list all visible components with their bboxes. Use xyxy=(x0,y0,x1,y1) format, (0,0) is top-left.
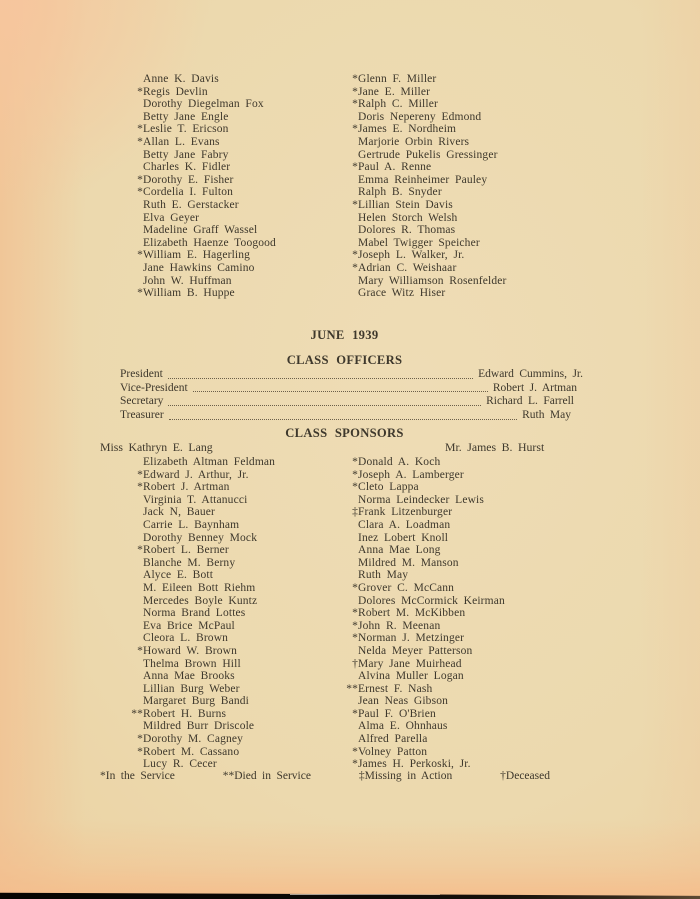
service-marker xyxy=(341,519,358,532)
person-name: Dolores McCormick Keirman xyxy=(358,594,505,607)
service-marker xyxy=(126,670,143,683)
person-name: Howard W. Brown xyxy=(143,644,238,657)
person-name: Madeline Graff Wassel xyxy=(143,224,258,237)
service-marker: * xyxy=(137,85,143,98)
roster-row xyxy=(126,98,276,111)
person-name: Elizabeth Altman Feldman xyxy=(143,456,276,468)
service-marker: * xyxy=(137,544,143,557)
person-name: Allan L. Evans xyxy=(143,135,220,148)
roster-row xyxy=(126,544,275,557)
service-marker xyxy=(341,557,358,570)
person-name: Dolores R. Thomas xyxy=(358,224,456,237)
roster-row xyxy=(126,708,275,721)
person-name: Dorothy M. Cagney xyxy=(143,733,244,746)
dotted-leader xyxy=(168,378,473,379)
roster-row xyxy=(341,123,506,136)
legend-item: ‡Missing in Action xyxy=(358,770,453,782)
service-marker xyxy=(126,658,143,671)
roster-row xyxy=(126,481,275,494)
service-marker xyxy=(126,262,143,275)
officer-name: Ruth May xyxy=(522,409,571,422)
roster-row xyxy=(126,733,275,746)
service-marker: * xyxy=(137,123,143,136)
roster-row xyxy=(341,519,505,532)
service-marker: * xyxy=(137,733,143,746)
roster-row xyxy=(341,506,505,519)
service-marker xyxy=(341,544,358,557)
service-marker xyxy=(341,569,358,582)
service-marker xyxy=(341,595,358,608)
roster-row xyxy=(341,582,505,595)
person-name: Carrie L. Baynham xyxy=(143,518,240,531)
person-name: Frank Litzenburger xyxy=(358,506,453,519)
person-name: Paul A. Renne xyxy=(358,161,432,174)
person-name: Regis Devlin xyxy=(143,85,208,98)
roster-row xyxy=(341,557,505,570)
roster-row xyxy=(341,746,505,759)
person-name: William B. Huppe xyxy=(143,287,235,300)
class-sponsors-names xyxy=(0,440,700,455)
roster-row xyxy=(341,287,506,300)
person-name: Lillian Burg Weber xyxy=(143,682,240,695)
person-name: Cleora L. Brown xyxy=(143,632,229,645)
service-marker xyxy=(126,683,143,696)
roster-row xyxy=(126,670,275,683)
roster-row xyxy=(341,262,506,275)
roster-row xyxy=(126,607,275,620)
service-marker xyxy=(126,506,143,519)
person-name: Joseph L. Walker, Jr. xyxy=(358,249,465,262)
legend-item: *In the Service xyxy=(100,770,175,782)
roster-row xyxy=(341,275,506,288)
person-name: Dorothy Diegelman Fox xyxy=(143,98,264,111)
person-name: John W. Huffman xyxy=(143,274,232,287)
roster-row xyxy=(341,212,506,225)
roster-row xyxy=(341,595,505,608)
person-name: Adrian C. Weishaar xyxy=(358,261,457,274)
roster-row xyxy=(126,695,275,708)
person-name: Cleto Lappa xyxy=(358,481,419,494)
scanner-edge-strip xyxy=(0,892,700,899)
person-name: Norman J. Metzinger xyxy=(358,632,465,645)
service-marker xyxy=(341,186,358,199)
roster-row xyxy=(341,695,505,708)
person-name: Ruth E. Gerstacker xyxy=(143,198,239,211)
roster-row xyxy=(341,720,505,733)
service-marker xyxy=(126,111,143,124)
person-name: Thelma Brown Hill xyxy=(143,657,241,670)
roster-row xyxy=(341,136,506,149)
sponsor-name-right: Mr. James B. Hurst xyxy=(445,440,545,454)
service-marker xyxy=(126,595,143,608)
roster-row xyxy=(126,532,275,545)
roster-row xyxy=(126,758,275,771)
person-name: Paul F. O'Brien xyxy=(358,707,436,720)
roster-row xyxy=(126,746,275,759)
person-name: Clara A. Loadman xyxy=(358,518,451,531)
service-marker xyxy=(126,569,143,582)
roster-row xyxy=(126,275,276,288)
officer-row xyxy=(120,395,583,409)
dotted-leader xyxy=(169,419,517,420)
roster-row xyxy=(126,249,276,262)
person-name: Emma Reinheimer Pauley xyxy=(358,173,488,186)
class-sponsors-heading: CLASS SPONSORS xyxy=(285,426,404,440)
service-marker: * xyxy=(352,632,358,645)
person-name: Inez Lobert Knoll xyxy=(358,531,449,544)
legend-item: **Died in Service xyxy=(222,770,311,782)
officer-title: Secretary xyxy=(120,395,164,408)
person-name: Grace Witz Hiser xyxy=(358,287,446,300)
person-name: Elva Geyer xyxy=(143,211,200,224)
person-name: Mildred Burr Driscole xyxy=(143,720,255,733)
roster-row xyxy=(126,174,276,187)
service-marker xyxy=(341,149,358,162)
service-marker: * xyxy=(352,758,358,771)
service-marker: * xyxy=(352,619,358,632)
roster-row xyxy=(341,237,506,250)
roster-row xyxy=(341,481,505,494)
roster-row xyxy=(341,658,505,671)
roster-row xyxy=(341,199,506,212)
person-name: Elizabeth Haenze Toogood xyxy=(143,236,276,249)
person-name: Norma Brand Lottes xyxy=(143,607,246,620)
service-marker xyxy=(126,199,143,212)
person-name: Jean Neas Gibson xyxy=(358,695,448,708)
person-name: Dorothy Benney Mock xyxy=(143,531,258,544)
roster-row xyxy=(126,632,275,645)
roster-row xyxy=(341,149,506,162)
roster-row xyxy=(341,111,506,124)
service-marker: ** xyxy=(346,682,358,695)
service-marker xyxy=(341,224,358,237)
roster-row xyxy=(341,186,506,199)
person-name: Ruth May xyxy=(358,569,409,582)
service-marker: * xyxy=(352,161,358,174)
service-marker: * xyxy=(352,745,358,758)
person-name: Grover C. McCann xyxy=(358,581,455,594)
roster-row xyxy=(126,456,275,469)
service-marker xyxy=(126,620,143,633)
service-marker xyxy=(126,73,143,86)
roster-row xyxy=(126,149,276,162)
service-marker: * xyxy=(137,186,143,199)
roster-row xyxy=(341,249,506,262)
service-marker: * xyxy=(352,123,358,136)
service-marker: * xyxy=(352,198,358,211)
service-marker xyxy=(341,733,358,746)
roster-row xyxy=(341,456,505,469)
person-name: Ralph B. Snyder xyxy=(358,186,442,199)
person-name: Jack N, Bauer xyxy=(143,506,215,519)
roster-row xyxy=(341,494,505,507)
person-name: Marjorie Orbin Rivers xyxy=(358,135,470,148)
officer-name: Robert J. Artman xyxy=(492,381,577,394)
person-name: Edward J. Arthur, Jr. xyxy=(143,468,249,481)
dotted-leader xyxy=(168,405,481,406)
officer-name: Edward Cummins, Jr. xyxy=(478,367,583,380)
service-marker xyxy=(126,161,143,174)
person-name: Mildred M. Manson xyxy=(358,556,459,569)
service-marker: * xyxy=(137,644,143,657)
roster-row xyxy=(126,86,276,99)
service-marker: ** xyxy=(131,707,143,720)
roster-row xyxy=(341,469,505,482)
roster-row xyxy=(341,670,505,683)
roster-row xyxy=(126,212,276,225)
person-name: Anna Mae Brooks xyxy=(143,670,235,683)
officer-title: Treasurer xyxy=(120,409,164,422)
service-marker: † xyxy=(352,657,358,670)
roster-row xyxy=(126,569,275,582)
service-marker: * xyxy=(137,173,143,186)
service-marker xyxy=(126,98,143,111)
person-name: Alvina Muller Logan xyxy=(358,670,464,683)
roster-row xyxy=(126,620,275,633)
service-marker xyxy=(341,287,358,300)
roster-row xyxy=(126,111,276,124)
person-name: Robert J. Artman xyxy=(143,481,230,494)
service-marker: ‡ xyxy=(352,506,358,519)
service-marker: * xyxy=(352,98,358,111)
roster-row xyxy=(126,645,275,658)
person-name: Lillian Stein Davis xyxy=(358,198,453,211)
roster-row xyxy=(126,237,276,250)
person-name: Dorothy E. Fisher xyxy=(143,173,234,186)
service-marker xyxy=(126,494,143,507)
officer-row xyxy=(120,368,583,382)
class-member-roster-left-column xyxy=(126,456,275,771)
roster-row xyxy=(126,469,275,482)
roster-row xyxy=(341,73,506,86)
service-marker: * xyxy=(352,481,358,494)
service-marker xyxy=(126,720,143,733)
person-name: Alyce E. Bott xyxy=(143,569,214,582)
service-marker xyxy=(341,720,358,733)
service-marker xyxy=(126,758,143,771)
service-marker: * xyxy=(137,468,143,481)
officer-row xyxy=(120,409,583,423)
service-marker xyxy=(341,695,358,708)
service-marker: * xyxy=(137,481,143,494)
roster-row xyxy=(126,136,276,149)
service-marker xyxy=(341,111,358,124)
person-name: Alma E. Ohnhaus xyxy=(358,720,448,733)
roster-row xyxy=(126,519,275,532)
service-marker xyxy=(126,149,143,162)
person-name: Betty Jane Engle xyxy=(143,110,229,123)
roster-row xyxy=(341,620,505,633)
service-marker xyxy=(126,237,143,250)
service-marker xyxy=(126,532,143,545)
service-marker xyxy=(126,519,143,532)
service-marker xyxy=(341,136,358,149)
service-marker xyxy=(126,632,143,645)
service-marker: * xyxy=(137,249,143,262)
person-name: Jane E. Miller xyxy=(358,85,431,98)
service-marker xyxy=(341,237,358,250)
roster-row xyxy=(126,73,276,86)
service-marker: * xyxy=(352,73,358,85)
service-marker xyxy=(126,275,143,288)
person-name: Gertrude Pukelis Gressinger xyxy=(358,148,498,161)
class-officers-list xyxy=(120,368,583,423)
service-marker: * xyxy=(352,707,358,720)
officer-title: President xyxy=(120,367,163,380)
roster-row xyxy=(341,569,505,582)
person-name: Nelda Meyer Patterson xyxy=(358,644,473,657)
roster-row xyxy=(341,607,505,620)
dotted-leader xyxy=(193,391,488,392)
roster-row xyxy=(126,494,275,507)
legend-item: †Deceased xyxy=(500,770,550,782)
person-name: M. Eileen Bott Riehm xyxy=(143,581,256,594)
class-date-heading: JUNE 1939 xyxy=(310,328,379,342)
roster-row xyxy=(126,123,276,136)
person-name: Robert M. Cassano xyxy=(143,745,240,758)
service-marker xyxy=(341,532,358,545)
person-name: Ralph C. Miller xyxy=(358,98,438,111)
service-marker: * xyxy=(137,135,143,148)
roster-row xyxy=(341,733,505,746)
person-name: Alfred Parella xyxy=(358,733,428,746)
person-name: Glenn F. Miller xyxy=(358,73,437,85)
roster-row xyxy=(126,262,276,275)
person-name: Ernest F. Nash xyxy=(358,682,433,695)
person-name: Blanche M. Berny xyxy=(143,556,236,569)
service-marker: * xyxy=(137,287,143,300)
service-marker xyxy=(126,582,143,595)
roster-row xyxy=(341,161,506,174)
class-member-roster-right-column xyxy=(341,456,505,771)
officer-name: Richard L. Farrell xyxy=(486,395,574,408)
roster-row xyxy=(126,595,275,608)
person-name: Anna Mae Long xyxy=(358,544,441,557)
person-name: Anne K. Davis xyxy=(143,73,219,85)
roster-row xyxy=(341,632,505,645)
person-name: Eva Brice McPaul xyxy=(143,619,235,632)
service-marker xyxy=(341,670,358,683)
roster-row xyxy=(341,708,505,721)
service-marker xyxy=(341,275,358,288)
person-name: Mercedes Boyle Kuntz xyxy=(143,594,258,607)
roster-row xyxy=(126,557,275,570)
roster-row xyxy=(341,224,506,237)
roster-row xyxy=(126,720,275,733)
person-name: Cordelia I. Fulton xyxy=(143,186,233,199)
roster-row xyxy=(341,98,506,111)
roster-row xyxy=(126,506,275,519)
service-marker xyxy=(126,212,143,225)
service-marker xyxy=(126,695,143,708)
person-name: Robert L. Berner xyxy=(143,544,229,557)
person-name: Robert H. Burns xyxy=(143,707,227,720)
roster-row xyxy=(341,544,505,557)
roster-row xyxy=(126,582,275,595)
person-name: Jane Hawkins Camino xyxy=(143,261,255,274)
roster-row xyxy=(126,658,275,671)
sponsor-name-left: Miss Kathryn E. Lang xyxy=(100,440,213,454)
person-name: William E. Hagerling xyxy=(143,249,251,262)
person-name: Betty Jane Fabry xyxy=(143,148,229,161)
service-marker xyxy=(341,494,358,507)
service-marker: * xyxy=(352,249,358,262)
service-marker xyxy=(126,456,143,469)
roster-row xyxy=(341,758,505,771)
service-marker xyxy=(126,557,143,570)
person-name: Helen Storch Welsh xyxy=(358,211,458,224)
person-name: Joseph A. Lamberger xyxy=(358,468,464,481)
roster-row xyxy=(126,161,276,174)
service-marker xyxy=(341,645,358,658)
person-name: Lucy R. Cecer xyxy=(143,758,217,771)
person-name: Donald A. Koch xyxy=(358,456,441,468)
roster-row xyxy=(341,86,506,99)
person-name: Virginia T. Attanucci xyxy=(143,493,248,506)
class-officers-heading: CLASS OFFICERS xyxy=(286,353,403,367)
roster-row xyxy=(341,174,506,187)
person-name: James H. Perkoski, Jr. xyxy=(358,758,471,771)
officer-title: Vice-President xyxy=(120,381,188,394)
service-marker: * xyxy=(352,607,358,620)
service-marker xyxy=(126,607,143,620)
roster-row xyxy=(341,645,505,658)
officer-row xyxy=(120,382,583,396)
person-name: John R. Meenan xyxy=(358,619,441,632)
person-name: Robert M. McKibben xyxy=(358,607,466,620)
person-name: Mabel Twigger Speicher xyxy=(358,236,480,249)
person-name: Mary Jane Muirhead xyxy=(358,657,462,670)
person-name: Volney Patton xyxy=(358,745,428,758)
service-marker: * xyxy=(352,85,358,98)
service-marker: * xyxy=(137,745,143,758)
service-marker: * xyxy=(352,468,358,481)
graduate-roster-left-column xyxy=(126,73,276,300)
roster-row xyxy=(126,287,276,300)
service-marker: * xyxy=(352,261,358,274)
roster-row xyxy=(126,683,275,696)
person-name: Doris Nepereny Edmond xyxy=(358,110,482,123)
person-name: Mary Williamson Rosenfelder xyxy=(358,274,507,287)
graduate-roster-right-column xyxy=(341,73,506,300)
service-marker xyxy=(341,212,358,225)
service-marker: * xyxy=(352,581,358,594)
service-marker xyxy=(126,224,143,237)
person-name: Charles K. Fidler xyxy=(143,161,231,174)
service-marker xyxy=(341,174,358,187)
person-name: Margaret Burg Bandi xyxy=(143,695,249,708)
roster-row xyxy=(126,224,276,237)
person-name: Leslie T. Ericson xyxy=(143,123,229,136)
person-name: Norma Leindecker Lewis xyxy=(358,493,485,506)
service-marker: * xyxy=(352,456,358,468)
roster-row xyxy=(126,199,276,212)
roster-row xyxy=(126,186,276,199)
roster-row xyxy=(341,532,505,545)
person-name: James E. Nordheim xyxy=(358,123,457,136)
service-legend xyxy=(100,770,550,783)
roster-row xyxy=(341,683,505,696)
